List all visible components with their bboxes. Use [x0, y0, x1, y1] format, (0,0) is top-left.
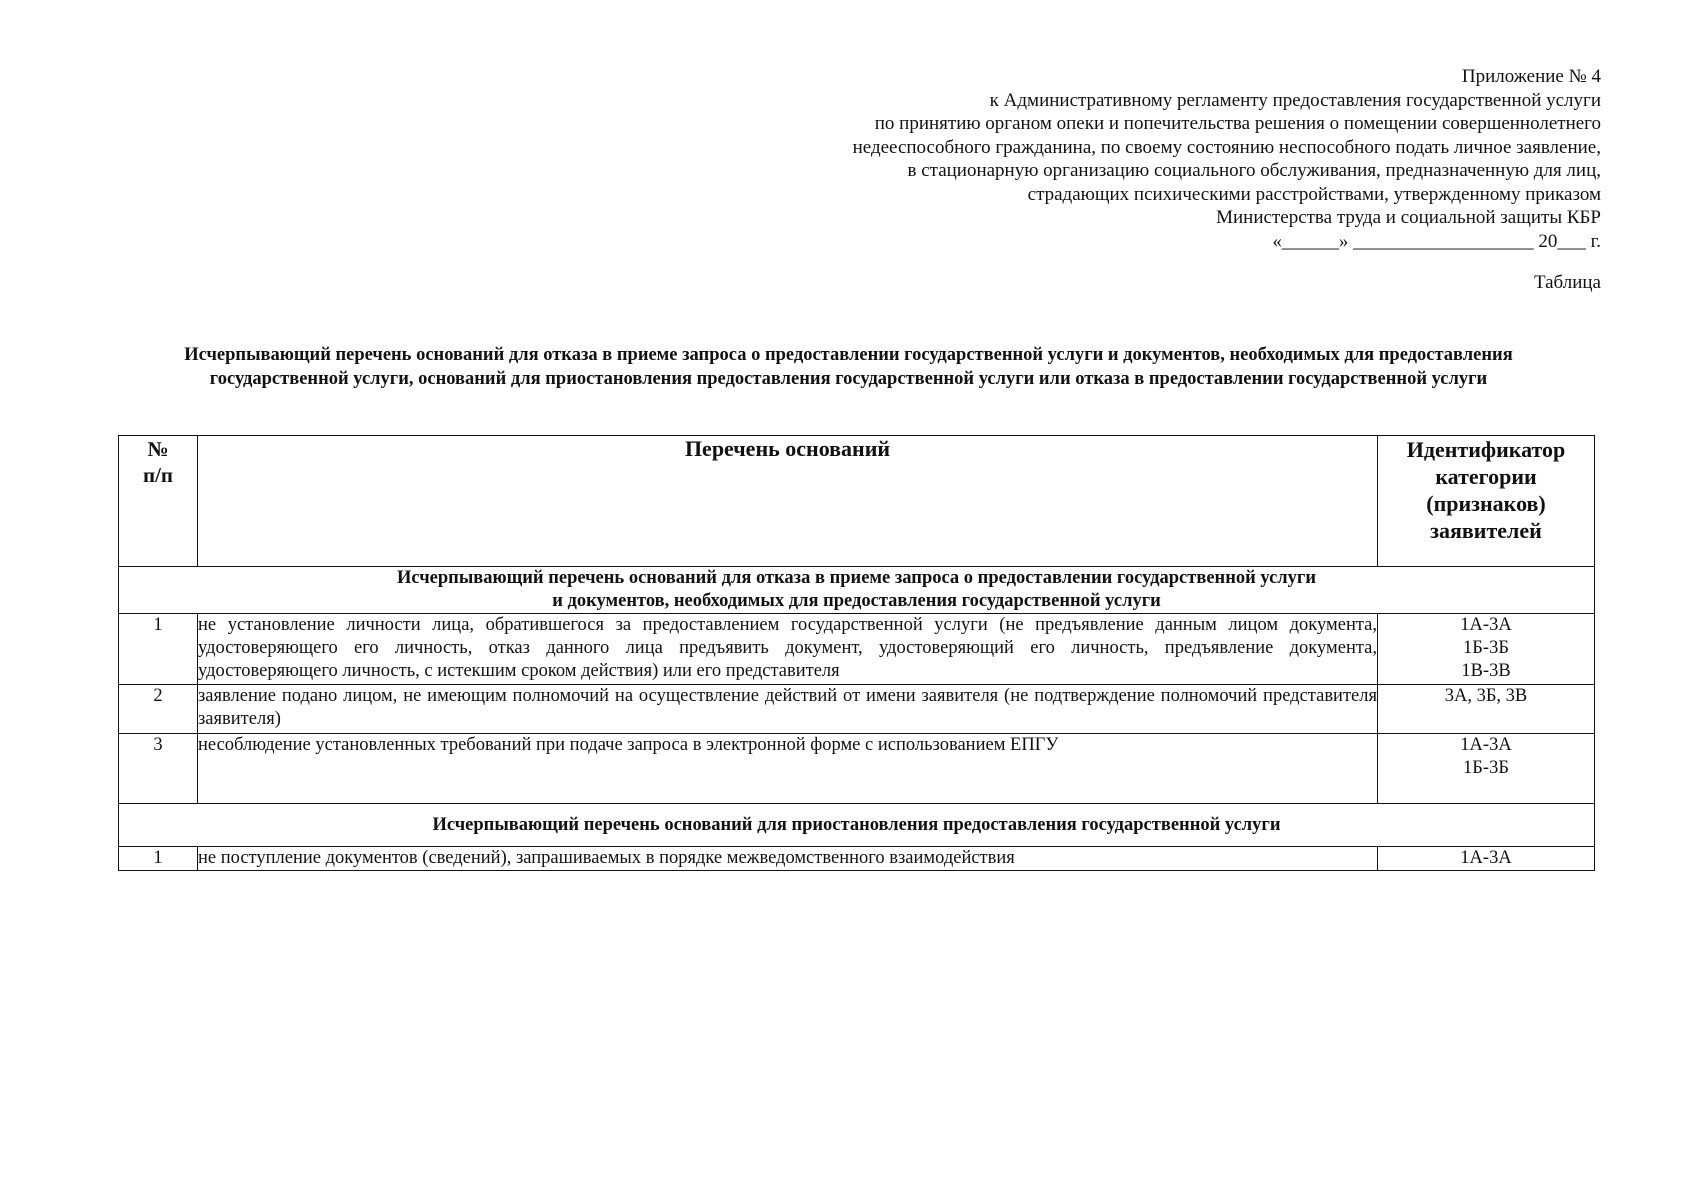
document-title	[100, 343, 1597, 391]
section-heading-line: и документов, необходимых для предоставления государственной услуги	[552, 591, 1161, 611]
table-row	[119, 685, 1595, 734]
header-identifier-line: заявителей	[1430, 518, 1542, 543]
header-grounds: Перечень оснований	[198, 436, 1378, 567]
identifier-value: 1Б-3Б	[1463, 758, 1509, 778]
row-identifiers	[1378, 614, 1595, 685]
row-number: 3	[119, 734, 198, 804]
row-text: заявление подано лицом, не имеющим полномочий на осуществление действий от имени заявителя (не подтверждение полномочий представителя заявителя)	[198, 685, 1378, 734]
row-text: несоблюдение установленных требований при подаче запроса в электронной форме с использованием ЕПГУ	[198, 734, 1378, 804]
section-heading-line: Исчерпывающий перечень оснований для отказа в приеме запроса о предоставлении государственной услуги	[397, 568, 1316, 588]
grounds-table	[118, 435, 1595, 871]
table-row	[119, 614, 1595, 685]
section-heading-refusal	[119, 567, 1595, 614]
section-heading-suspension: Исчерпывающий перечень оснований для приостановления предоставления государственной услуги	[119, 804, 1595, 847]
identifier-value: 1В-3В	[1461, 661, 1511, 681]
header-number-abbr: п/п	[142, 463, 174, 487]
appendix-line: недееспособного гражданина, по своему состоянию неспособного подать личное заявление,	[852, 136, 1601, 158]
row-text: не поступление документов (сведений), запрашиваемых в порядке межведомственного взаимодействия	[198, 847, 1378, 871]
appendix-line: в стационарную организацию социального обслуживания, предназначенную для лиц,	[907, 160, 1601, 181]
appendix-header	[601, 65, 1601, 253]
row-number: 1	[119, 847, 198, 871]
identifier-value: 1А-3А	[1460, 848, 1512, 868]
title-line: Исчерпывающий перечень оснований для отказа в приеме запроса о предоставлении государственной услуги и документов, необходимых для предоставления	[184, 345, 1513, 365]
appendix-line: Министерства труда и социальной защиты КБР	[1216, 207, 1601, 228]
row-text: не установление личности лица, обратившегося за предоставлением государственной услуги (не предъявление данным лицом документа, удостоверяющего его личность, отказ данного лица предъявить документ, удостоверяющий его личность, предъявление документа, удостоверяющего личность, с истекшим сроком действия) или его представителя	[198, 614, 1378, 685]
row-identifiers	[1378, 734, 1595, 804]
identifier-value: 1А-3А	[1460, 615, 1512, 635]
appendix-line: Приложение № 4	[1461, 66, 1601, 87]
row-number: 1	[119, 614, 198, 685]
header-number-sign: №	[147, 437, 169, 461]
row-identifiers	[1378, 685, 1595, 734]
row-number: 2	[119, 685, 198, 734]
appendix-line: страдающих психическими расстройствами, утвержденному приказом	[1027, 183, 1601, 205]
header-identifier-line: Идентификатор	[1406, 437, 1566, 462]
header-identifier-line: (признаков)	[1426, 491, 1546, 516]
identifier-value: 1А-3А	[1460, 735, 1512, 755]
identifier-value: 3А, 3Б, 3В	[1444, 686, 1528, 706]
header-identifier	[1378, 436, 1595, 567]
appendix-date-line: «______» ___________________ 20___ г.	[1272, 230, 1601, 252]
section-row	[119, 567, 1595, 614]
title-line: государственной услуги, оснований для приостановления предоставления государственной услуги или отказа в предоставлении государственной услуги	[209, 369, 1488, 389]
appendix-line: по принятию органом опеки и попечительства решения о помещении совершеннолетнего	[874, 113, 1601, 134]
table-row	[119, 847, 1595, 871]
table-caption: Таблица	[1533, 272, 1601, 293]
appendix-line: к Административному регламенту предоставления государственной услуги	[989, 89, 1601, 111]
section-row	[119, 804, 1595, 847]
header-identifier-line: категории	[1435, 464, 1537, 489]
row-identifiers	[1378, 847, 1595, 871]
identifier-value: 1Б-3Б	[1463, 638, 1509, 658]
header-number	[119, 436, 198, 567]
table-row	[119, 734, 1595, 804]
table-header-row	[119, 436, 1595, 567]
